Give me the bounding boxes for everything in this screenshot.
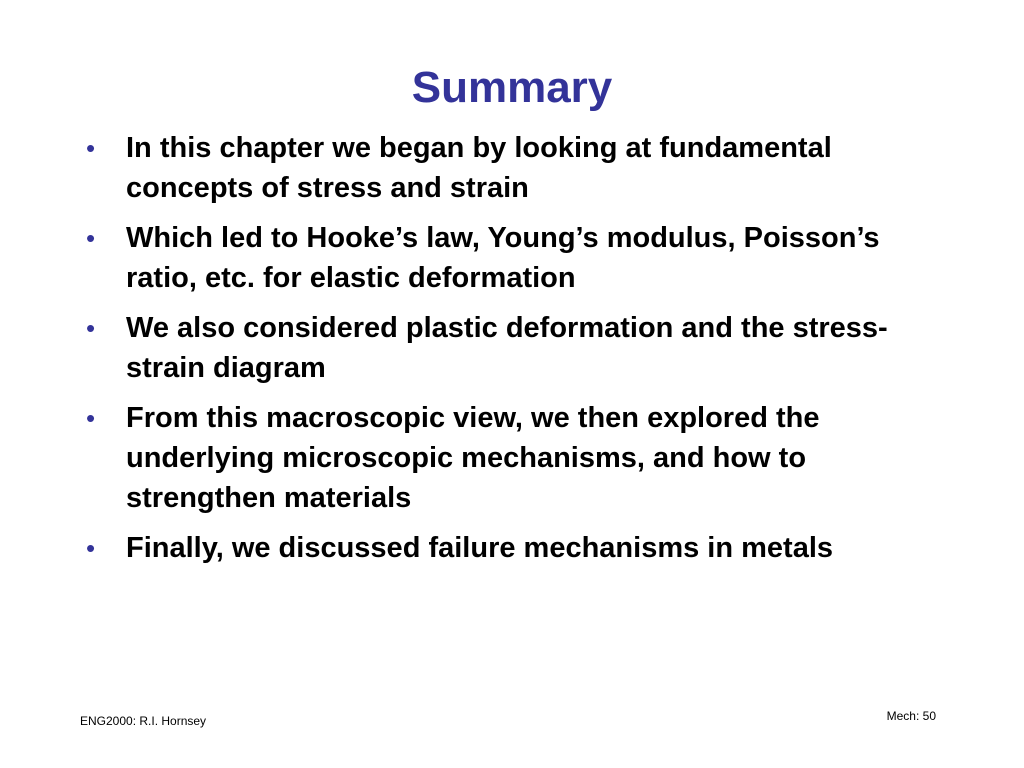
bullet-marker: •	[86, 223, 96, 253]
bullet-text: From this macroscopic view, we then explored the underlying microscopic mechanisms, and how to strengthen materials	[126, 402, 820, 514]
slide-title: Summary	[411, 63, 613, 112]
bullet-item	[86, 128, 936, 208]
footer-course-author: ENG2000: R.I. Hornsey	[80, 714, 207, 728]
bullet-item	[86, 398, 936, 518]
bullet-marker: •	[86, 133, 96, 163]
bullet-text: We also considered plastic deformation and the stress-strain diagram	[126, 312, 888, 384]
bullet-item	[86, 528, 936, 568]
footer-slide-number: Mech: 50	[886, 709, 936, 723]
bullet-text: Finally, we discussed failure mechanisms in metals	[126, 532, 834, 564]
bullet-list	[86, 128, 936, 578]
bullet-text: In this chapter we began by looking at fundamental concepts of stress and strain	[126, 132, 832, 204]
bullet-text: Which led to Hooke’s law, Young’s modulus, Poisson’s ratio, etc. for elastic deformation	[126, 222, 880, 294]
bullet-marker: •	[86, 533, 96, 563]
bullet-item	[86, 308, 936, 388]
bullet-marker: •	[86, 403, 96, 433]
bullet-marker: •	[86, 313, 96, 343]
bullet-item	[86, 218, 936, 298]
